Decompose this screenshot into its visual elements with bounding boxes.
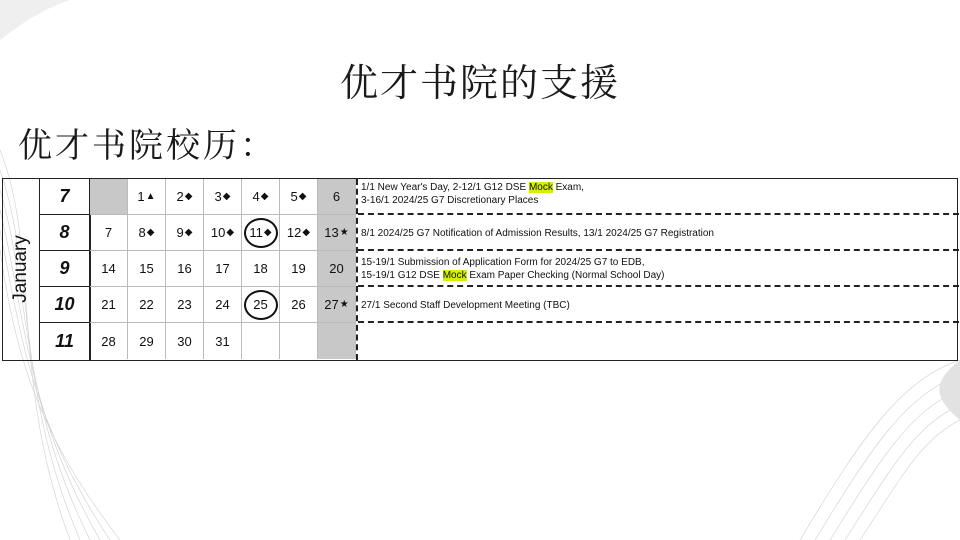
day-cell xyxy=(204,323,242,359)
day-cell xyxy=(280,323,318,359)
note-text: 15-19/1 Submission of Application Form for 2024/25 G7 to EDB, xyxy=(361,257,645,268)
day-cell xyxy=(204,251,242,287)
note-text: Exam, xyxy=(552,182,584,193)
note-line xyxy=(361,181,959,194)
day-cell xyxy=(90,323,128,359)
day-cell xyxy=(90,251,128,287)
day-cell xyxy=(90,287,128,323)
day-cell xyxy=(166,179,204,215)
day-number: 3 xyxy=(214,189,222,204)
day-cell xyxy=(318,323,356,359)
day-cell xyxy=(280,251,318,287)
day-number: 29 xyxy=(139,333,154,349)
school-calendar-table xyxy=(2,178,958,361)
day-cell xyxy=(128,251,166,287)
note-line xyxy=(361,194,959,207)
day-cell xyxy=(242,179,280,215)
circle-highlight-icon xyxy=(244,290,278,320)
diamond-marker-icon: ◆ xyxy=(184,191,193,202)
day-number: 28 xyxy=(101,333,116,349)
day-number: 5 xyxy=(290,189,298,204)
day-number: 11 xyxy=(249,225,263,240)
day-number: 6 xyxy=(332,189,341,204)
day-cell xyxy=(166,287,204,323)
highlighted-text: Mock xyxy=(528,182,553,193)
day-cell xyxy=(280,287,318,323)
week-number: 11 xyxy=(55,330,74,351)
note-text: 3-16/1 2024/25 G7 Discretionary Places xyxy=(361,195,539,206)
day-number: 27 xyxy=(324,297,339,312)
note-text: 15-19/1 G12 DSE xyxy=(361,270,443,281)
week-number: 7 xyxy=(40,179,89,215)
day-cell xyxy=(242,215,280,251)
day-number: 20 xyxy=(329,261,344,276)
day-number: 25 xyxy=(253,297,268,312)
diamond-marker-icon: ◆ xyxy=(184,227,193,238)
notes-column xyxy=(356,179,959,360)
month-column xyxy=(3,179,40,360)
day-number: 17 xyxy=(215,261,230,276)
note-text: Exam Paper Checking (Normal School Day) xyxy=(466,270,665,281)
day-cell xyxy=(318,287,356,323)
circle-highlight-icon xyxy=(244,218,278,248)
week-number: 10 xyxy=(40,287,89,323)
note-line xyxy=(361,299,959,312)
day-number: 22 xyxy=(139,297,154,312)
diamond-marker-icon: ◆ xyxy=(302,227,311,238)
day-cell xyxy=(280,215,318,251)
day-number: 19 xyxy=(291,261,306,276)
day-cell xyxy=(90,215,128,251)
day-cell xyxy=(318,251,356,287)
slide-subtitle: 优才书院校历： xyxy=(18,126,277,166)
day-cell xyxy=(204,215,242,251)
day-number: 24 xyxy=(215,297,230,312)
day-cell xyxy=(204,179,242,215)
star-marker-icon: ★ xyxy=(339,227,349,238)
diamond-marker-icon: ◆ xyxy=(226,227,235,238)
day-cell xyxy=(204,287,242,323)
day-cell xyxy=(166,323,204,359)
diamond-marker-icon: ◆ xyxy=(222,191,231,202)
diamond-marker-icon: ◆ xyxy=(298,191,307,202)
note-line xyxy=(361,227,959,240)
day-cell xyxy=(90,179,128,215)
note-text: 1/1 New Year's Day, 2-12/1 G12 DSE xyxy=(361,182,529,193)
day-number: 8 xyxy=(138,225,146,240)
day-cell xyxy=(242,323,280,359)
day-cell xyxy=(128,323,166,359)
diamond-marker-icon: ◆ xyxy=(260,191,269,202)
day-number: 31 xyxy=(215,333,230,349)
calendar-note xyxy=(358,251,959,287)
day-number: 1 xyxy=(137,189,145,204)
highlighted-text: Mock xyxy=(442,270,467,281)
day-cell xyxy=(242,251,280,287)
day-number: 15 xyxy=(139,261,154,276)
day-number: 12 xyxy=(286,225,302,240)
diamond-marker-icon: ◆ xyxy=(263,227,272,238)
day-number: 14 xyxy=(101,261,116,276)
day-number: 13 xyxy=(324,225,339,240)
day-cell xyxy=(242,287,280,323)
calendar-note xyxy=(358,287,959,323)
day-number: 4 xyxy=(252,189,260,204)
day-number: 10 xyxy=(210,225,226,240)
day-number: 30 xyxy=(177,333,192,349)
day-number: 7 xyxy=(104,225,113,240)
month-label: January xyxy=(10,235,31,303)
note-line xyxy=(361,256,959,269)
triangle-marker-icon: ▲ xyxy=(145,191,156,202)
day-number: 21 xyxy=(101,297,116,312)
day-number: 26 xyxy=(291,297,306,312)
calendar-note xyxy=(358,215,959,251)
week-number: 9 xyxy=(40,251,89,287)
week-number: 8 xyxy=(40,215,89,251)
day-number: 23 xyxy=(177,297,192,312)
week-number-column xyxy=(40,179,91,360)
calendar-note xyxy=(358,323,959,359)
note-line xyxy=(361,269,959,282)
slide-title: 优才书院的支援 xyxy=(339,61,620,105)
day-cell xyxy=(166,215,204,251)
note-text: 27/1 Second Staff Development Meeting (TBC) xyxy=(361,299,570,311)
day-cell xyxy=(128,215,166,251)
star-marker-icon: ★ xyxy=(339,299,349,310)
day-cell xyxy=(280,179,318,215)
day-number: 16 xyxy=(177,261,192,276)
day-number: 9 xyxy=(176,225,184,240)
note-text: 8/1 2024/25 G7 Notification of Admission Results, 13/1 2024/25 G7 Registration xyxy=(361,227,714,239)
day-cell xyxy=(318,215,356,251)
diamond-marker-icon: ◆ xyxy=(146,227,155,238)
day-number: 18 xyxy=(253,261,268,276)
day-cell xyxy=(128,179,166,215)
day-number: 2 xyxy=(176,189,184,204)
day-cell xyxy=(318,179,356,215)
day-cell xyxy=(166,251,204,287)
calendar-note xyxy=(358,179,959,215)
day-cell xyxy=(128,287,166,323)
